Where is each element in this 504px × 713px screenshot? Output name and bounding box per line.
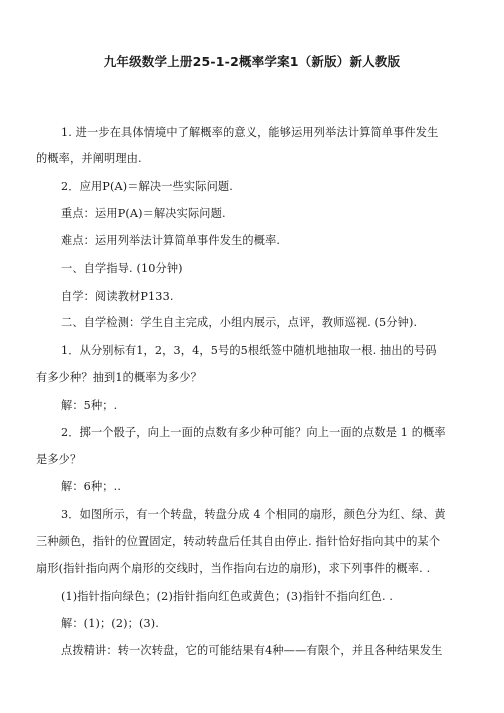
- question-line: 3．如图所示，有一个转盘，转盘分成 4 个相同的扇形，颜色分为红、绿、黄: [61, 508, 446, 521]
- question-line: 是多少？: [36, 453, 82, 466]
- question-line: 有多少种？抽到1的概率为多少？: [36, 371, 202, 384]
- answer-line: 解：5种；.: [61, 399, 118, 412]
- document-title: 九年级数学上册25-1-2概率学案1（新版）新人教版: [103, 54, 401, 69]
- paragraph-line: 2．应用P(A)＝解决一些实际问题.: [61, 180, 233, 193]
- answer-line: 解：(1)；(2)；(3).: [61, 617, 159, 630]
- section-heading: 二、自学检测：学生自主完成，小组内展示，点评，教师巡视. (5分钟).: [61, 316, 418, 329]
- paragraph-line: 1. 进一步在具体情境中了解概率的意义，能够运用列举法计算简单事件发生: [61, 126, 439, 139]
- paragraph-line: 重点：运用P(A)＝解决实际问题.: [61, 207, 226, 220]
- question-line: (1)指针指向绿色；(2)指针指向红色或黄色；(3)指针不指向红色. .: [61, 590, 394, 603]
- question-line: 三种颜色，指针的位置固定，转动转盘后任其自由停止. 指针恰好指向其中的某个: [36, 535, 441, 548]
- paragraph-line: 自学：阅读教材P133.: [61, 290, 174, 303]
- answer-line: 解：6种；..: [61, 480, 122, 493]
- paragraph-line: 的概率，并阐明理由.: [36, 152, 142, 165]
- section-heading: 一、自学指导. (10分钟): [61, 262, 183, 275]
- paragraph-line: 难点：运用列举法计算简单事件发生的概率.: [61, 234, 281, 247]
- paragraph-line: 点拨精讲：转一次转盘，它的可能结果有4种——有限个，并且各种结果发生: [61, 644, 443, 657]
- question-line: 1．从分别标有1，2，3，4，5号的5根纸签中随机地抽取一根. 抽出的号码: [61, 344, 437, 357]
- question-line: 2．掷一个骰子，向上一面的点数有多少种可能？向上一面的点数是 1 的概率: [61, 426, 446, 439]
- question-line: 扇形(指针指向两个扇形的交线时，当作指向右边的扇形)，求下列事件的概率. .: [36, 562, 431, 575]
